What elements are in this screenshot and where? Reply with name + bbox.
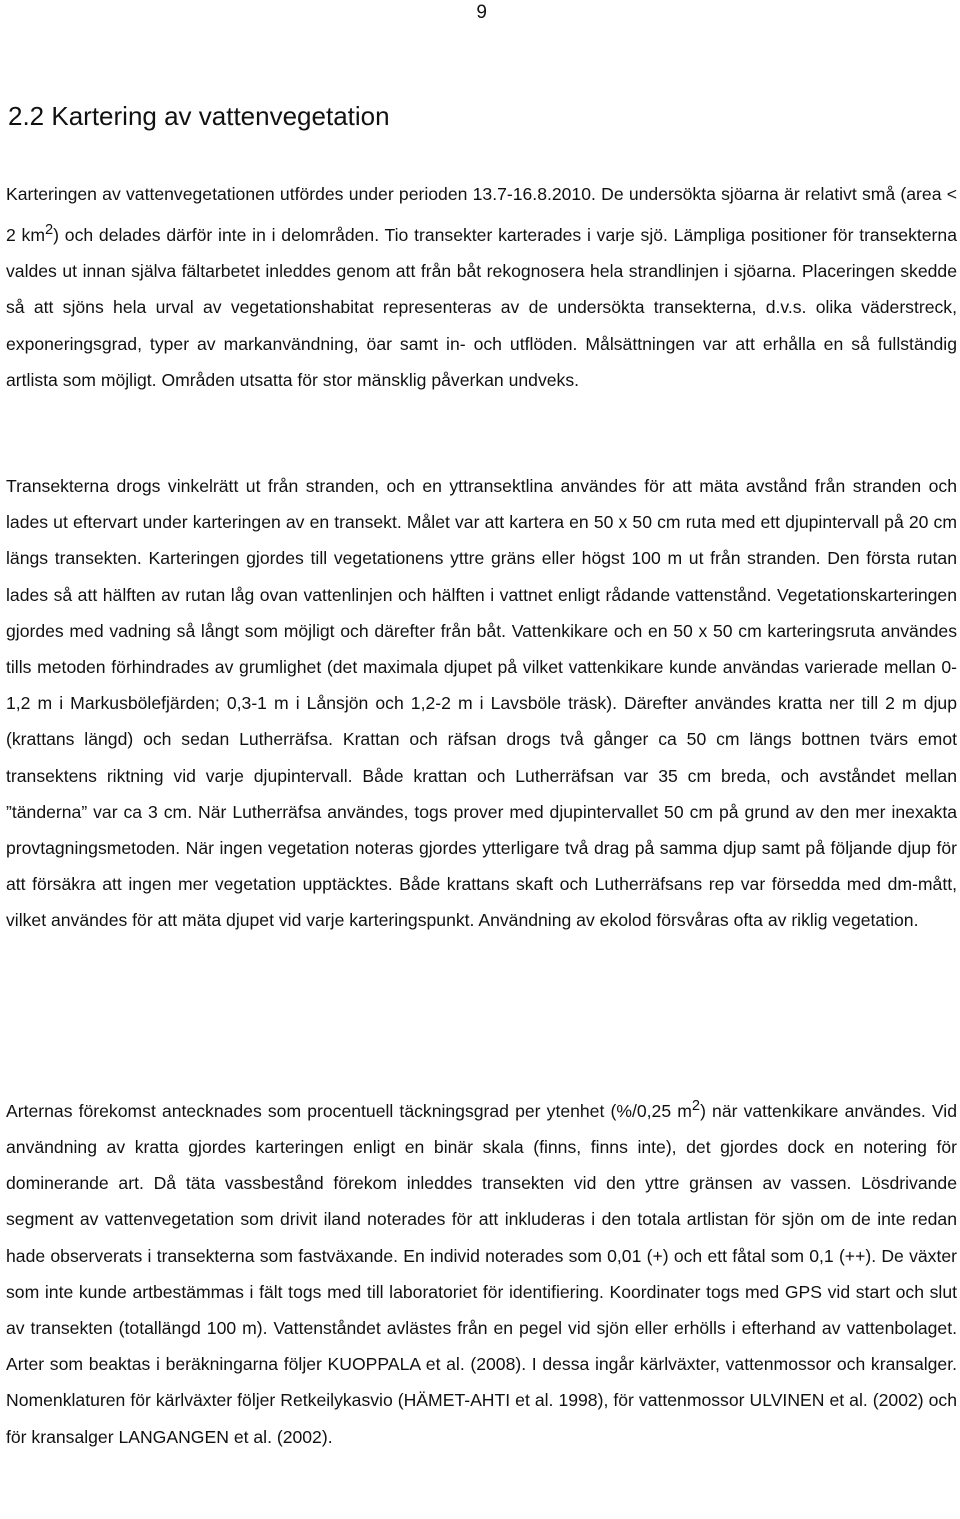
paragraph-text-part: Arternas förekomst antecknades som procentuell täckningsgrad per ytenhet (%/0,25 m [6,1100,692,1121]
superscript-2: 2 [45,222,54,239]
paragraph-text-part: ) när vattenkikare användes. Vid användning av kratta gjordes karteringen enligt en binär skala (finns, finns inte), det gjordes dock en notering för dominerande art. Då täta vassbestånd förekom inleddes transekten vid den yttre gränsen av vassen. Lösdrivande segment av vattenvegetation som drivit iland noterades för att inkluderas i den totala artlistan för sjön om de inte redan hade observerats i transekterna som fastväxande. En individ noterades som 0,01 (+) och ett fåtal som 0,1 (++). De växter som inte kunde artbestämmas i fält togs med till laboratoriet för identifiering. Koordinater togs med GPS vid start och slut av transekten (totallängd 100 m). Vattenståndet avlästes från en pegel vid sjön eller erhölls i efterhand av vattenbolaget. Arter som beaktas i beräkningarna följer KUOPPALA et al. (2008). I dessa ingår kärlväxter, vattenmossor och kransalger. Nomenklaturen för kärlväxter följer Retkeilykasvio (HÄMET-AHTI et al. 1998), för vattenmossor ULVINEN et al. (2002) och för kransalger LANGANGEN et al. (2002). [6,1100,958,1447]
paragraph-species-recording [6,1088,957,1455]
superscript-2: 2 [691,1098,701,1114]
paragraph-transect-method: Transekterna drogs vinkelrätt ut från stranden, och en yttransektlina användes för att mäta avstånd från stranden och lades ut eftervart under karteringen av en transekt. Målet var att kartera en 50 x 50 cm ruta med ett djupintervall på 20 cm längs transekten. Karteringen gjordes till vegetationens yttre gräns eller högst 100 m ut från stranden. Den första rutan lades så att hälften av rutan låg ovan vattenlinjen och hälften i vattnet enligt rådande vattenstånd. Vegetationskarteringen gjordes med vadning så långt som möjligt och därefter från båt. Vattenkikare och en 50 x 50 cm karteringsruta användes tills metoden förhindrades av grumlighet (det maximala djupet på vilket vattenkikare kunde användas varierade mellan 0-1,2 m i Markusbölefjärden; 0,3-1 m i Lånsjön och 1,2-2 m i Lavsböle träsk). Därefter användes kratta ner till 2 m djup (krattans längd) och sedan Lutherräfsa. Krattan och räfsan drogs två gånger ca 50 cm längs bottnen tvärs emot transektens riktning vid varje djupintervall. Både krattan och Lutherräfsan var 35 cm breda, och avståndet mellan ”tänderna” var ca 3 cm. När Lutherräfsa användes, togs prover med djupintervallet 50 cm på grund av den mer inexakta provtagningsmetoden. När ingen vegetation noteras gjordes ytterligare två drag på samma djup samt på följande djup för att försäkra att ingen mer vegetation upptäcktes. Både krattans skaft och Lutherräfsans rep var försedda med dm-mått, vilket användes för att mäta djupet vid varje karteringspunkt. Användning av ekolod försvåras ofta av riklig vegetation. [6,476,957,931]
paragraph-survey-period [6,176,957,398]
paragraph-text-part: Karteringen av vattenvegetationen utfördes under perioden 13.7-16.8.2010. De undersökta sjöarna är relativt små (area < 2 km [6,184,957,246]
page-number: 9 [476,2,487,23]
section-heading: 2.2 Kartering av vattenvegetation [8,101,390,131]
paragraph-text-part: ) och delades därför inte in i delområden. Tio transekter karterades i varje sjö. Lämpliga positioner för transekterna valdes ut innan själva fältarbetet inleddes genom att från båt rekognosera hela strandlinjen i sjöarna. Placeringen skedde så att sjöns hela urval av vegetationshabitat representeras av de undersökta transekterna, d.v.s. olika väderstreck, exponeringsgrad, typer av markanvändning, öar samt in- och utflöden. Målsättningen var att erhålla en så fullständig artlista som möjligt. Områden utsatta för stor mänsklig påverkan undveks. [6,225,957,390]
